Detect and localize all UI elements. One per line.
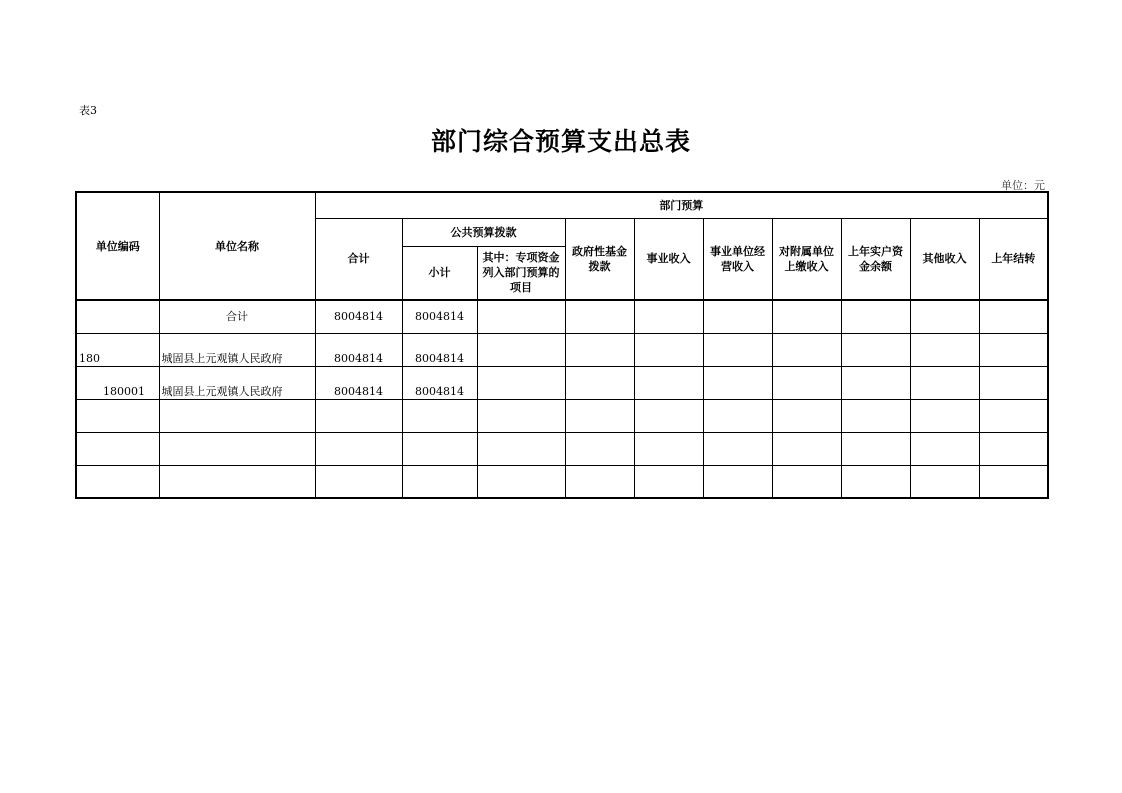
header-prev-carryover: 上年结转 (979, 218, 1048, 300)
cell-subtotal: 8004814 (402, 333, 477, 366)
cell-code: 180 (76, 333, 159, 366)
cell-empty (565, 432, 634, 465)
cell-code (76, 432, 159, 465)
cell-total (315, 465, 402, 498)
cell-empty (841, 300, 910, 333)
cell-empty (634, 300, 703, 333)
cell-empty (634, 399, 703, 432)
cell-empty (477, 300, 565, 333)
cell-empty (477, 399, 565, 432)
budget-table (75, 191, 1049, 499)
cell-empty (703, 465, 772, 498)
cell-empty (565, 366, 634, 399)
cell-total: 8004814 (315, 300, 402, 333)
cell-total (315, 432, 402, 465)
cell-empty (910, 432, 979, 465)
table-row (76, 333, 1048, 366)
cell-empty (703, 333, 772, 366)
header-public-budget: 公共预算拨款 (402, 218, 565, 246)
table-row-total (76, 300, 1048, 333)
cell-empty (910, 300, 979, 333)
cell-empty (772, 300, 841, 333)
cell-empty (910, 366, 979, 399)
cell-empty (565, 300, 634, 333)
cell-empty (772, 399, 841, 432)
cell-empty (634, 432, 703, 465)
cell-name (159, 432, 315, 465)
header-business-op-income: 事业单位经营收入 (703, 218, 772, 300)
table-row-empty (76, 465, 1048, 498)
table-row-empty (76, 432, 1048, 465)
cell-empty (979, 300, 1048, 333)
cell-empty (841, 333, 910, 366)
cell-code (76, 465, 159, 498)
cell-name (159, 399, 315, 432)
cell-name (159, 465, 315, 498)
cell-empty (703, 399, 772, 432)
cell-empty (910, 465, 979, 498)
cell-subtotal (402, 465, 477, 498)
cell-empty (634, 333, 703, 366)
cell-empty (772, 432, 841, 465)
cell-empty (841, 399, 910, 432)
cell-empty (772, 333, 841, 366)
cell-total (315, 399, 402, 432)
cell-empty (772, 465, 841, 498)
cell-empty (477, 465, 565, 498)
cell-total: 8004814 (315, 366, 402, 399)
header-subtotal: 小计 (402, 246, 477, 300)
cell-empty (772, 366, 841, 399)
cell-empty (477, 432, 565, 465)
header-unit-code: 单位编码 (76, 192, 159, 300)
header-special-funds: 其中：专项资金列入部门预算的项目 (477, 246, 565, 300)
cell-name: 城固县上元观镇人民政府 (159, 366, 315, 399)
cell-code: 180001 (76, 366, 159, 399)
cell-empty (477, 366, 565, 399)
cell-name: 城固县上元观镇人民政府 (159, 333, 315, 366)
cell-code (76, 399, 159, 432)
cell-empty (979, 465, 1048, 498)
cell-empty (841, 366, 910, 399)
header-gov-fund: 政府性基金拨款 (565, 218, 634, 300)
cell-empty (979, 432, 1048, 465)
cell-empty (634, 465, 703, 498)
cell-empty (910, 399, 979, 432)
cell-empty (979, 399, 1048, 432)
cell-empty (565, 333, 634, 366)
cell-name: 合计 (159, 300, 315, 333)
header-business-income: 事业收入 (634, 218, 703, 300)
header-other-income: 其他收入 (910, 218, 979, 300)
unit-label: 单位：元 (1001, 179, 1045, 192)
cell-empty (703, 300, 772, 333)
cell-subtotal: 8004814 (402, 300, 477, 333)
cell-empty (703, 432, 772, 465)
table-row-empty (76, 399, 1048, 432)
cell-subtotal (402, 432, 477, 465)
table-number-label: 表3 (79, 104, 97, 117)
cell-subtotal (402, 399, 477, 432)
header-dept-budget: 部门预算 (315, 192, 1048, 218)
header-prev-balance: 上年实户资金余额 (841, 218, 910, 300)
cell-empty (565, 399, 634, 432)
header-total: 合计 (315, 218, 402, 300)
cell-code (76, 300, 159, 333)
cell-empty (841, 465, 910, 498)
header-unit-name: 单位名称 (159, 192, 315, 300)
cell-empty (979, 333, 1048, 366)
page-title: 部门综合预算支出总表 (430, 127, 691, 156)
cell-empty (979, 366, 1048, 399)
cell-subtotal: 8004814 (402, 366, 477, 399)
cell-empty (910, 333, 979, 366)
cell-empty (565, 465, 634, 498)
cell-empty (841, 432, 910, 465)
cell-total: 8004814 (315, 333, 402, 366)
table-row (76, 366, 1048, 399)
cell-empty (477, 333, 565, 366)
header-affiliated-income: 对附属单位上缴收入 (772, 218, 841, 300)
cell-empty (703, 366, 772, 399)
cell-empty (634, 366, 703, 399)
